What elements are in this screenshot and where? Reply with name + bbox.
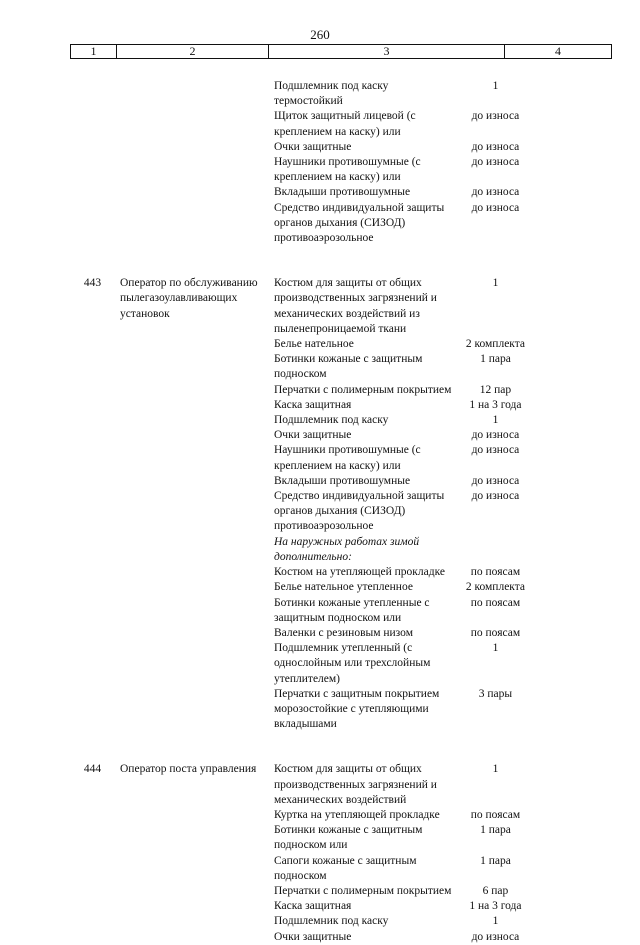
- list-item: [269, 155, 539, 185]
- ppe-item-name: Сапоги кожаные с защитным подноском: [274, 854, 417, 882]
- ppe-item-name: Ботинки кожаные утепленные с защитным подноском или: [274, 596, 430, 624]
- ppe-item-norm: 3 пары: [478, 687, 513, 700]
- norms-table-body: [0, 79, 640, 945]
- ppe-item-name: Перчатки с полимерным покрытием: [274, 383, 452, 396]
- ppe-item-name: Каска защитная: [274, 900, 352, 913]
- list-item: [269, 383, 539, 398]
- ppe-item-norm: 1: [492, 414, 499, 427]
- list-item: [269, 565, 539, 580]
- ppe-item-name: Наушники противошумные (с креплением на каску) или: [274, 444, 421, 472]
- ppe-item-name: Перчатки с защитным покрытием морозостойкие с утепляющими вкладышами: [274, 687, 440, 731]
- list-item: [269, 899, 539, 914]
- ppe-item-norm: 1 пара: [480, 824, 511, 837]
- list-item: [269, 109, 539, 139]
- list-item: [269, 337, 539, 352]
- ppe-item-norm: 2 комплекта: [465, 581, 525, 594]
- ppe-item-norm: до износа: [471, 140, 520, 153]
- list-item: [269, 687, 539, 733]
- ppe-item-name: Очки защитные: [274, 429, 352, 442]
- ppe-item-norm: по поясам: [470, 808, 521, 821]
- list-item: [269, 808, 539, 823]
- table-header-row: [70, 44, 612, 59]
- list-item: [269, 914, 539, 929]
- ppe-item-name: Белье нательное: [274, 338, 354, 351]
- list-item: [269, 413, 539, 428]
- list-item: [269, 79, 539, 109]
- list-item: [269, 443, 539, 473]
- ppe-item-name: Куртка на утепляющей прокладке: [274, 808, 440, 821]
- ppe-item-norm: 1: [492, 763, 499, 776]
- ppe-item-norm: до износа: [471, 490, 520, 503]
- list-item: [269, 276, 539, 337]
- entry-gap: [0, 747, 640, 762]
- profession-name: Оператор по обслуживанию пылегазоулавливающих установок: [120, 277, 258, 320]
- ppe-item-name: Белье нательное утепленное: [274, 581, 413, 594]
- ppe-item-name: Средство индивидуальной защиты органов дыхания (СИЗОД) противоаэрозольное: [274, 490, 445, 533]
- list-item: [269, 201, 539, 247]
- ppe-item-norm: 1: [492, 80, 499, 92]
- list-item: [269, 641, 539, 687]
- section-note: На наружных работах зимой дополнительно:: [274, 535, 420, 563]
- ppe-item-norm: до износа: [471, 474, 520, 487]
- list-item: [269, 823, 539, 853]
- ppe-item-norm: 1 пара: [480, 854, 511, 867]
- ppe-item-name: Подшлемник под каску: [274, 915, 389, 928]
- list-item: [269, 596, 539, 626]
- ppe-item-norm: 1 на 3 года: [469, 398, 522, 411]
- list-item: [269, 140, 539, 155]
- profession-name: Оператор поста управления: [120, 763, 257, 776]
- list-item: [269, 185, 539, 200]
- ppe-item-name: Ботинки кожаные с защитным подноском: [274, 353, 423, 381]
- ppe-item-name: Средство индивидуальной защиты органов дыхания (СИЗОД) противоаэрозольное: [274, 201, 445, 245]
- list-item: [269, 930, 539, 945]
- ppe-item-norm: 1 пара: [480, 353, 511, 366]
- table-row: [0, 276, 640, 732]
- ppe-item-norm: до износа: [471, 930, 520, 943]
- header-col-2: 2: [117, 45, 269, 58]
- ppe-item-name: Перчатки с полимерным покрытием: [274, 884, 452, 897]
- ppe-item-name: Валенки с резиновым низом: [274, 626, 413, 639]
- ppe-item-name: Костюм для защиты от общих производственных загрязнений и механических воздействий из пыленепроницаемой ткани: [274, 277, 437, 335]
- entry-gap: [0, 261, 640, 276]
- ppe-item-list: [269, 79, 539, 246]
- entry-gap: [0, 732, 640, 747]
- ppe-item-name: Подшлемник утепленный (с однослойным или трехслойным утеплителем): [274, 642, 431, 685]
- ppe-item-name: Костюм для защиты от общих производственных загрязнений и механических воздействий: [274, 763, 437, 806]
- entry-gap: [0, 246, 640, 261]
- ppe-item-name: Щиток защитный лицевой (с креплением на каску) или: [274, 110, 416, 138]
- list-item: [269, 489, 539, 535]
- ppe-item-norm: 1: [492, 915, 499, 928]
- ppe-item-norm: до износа: [471, 444, 520, 457]
- list-item: [269, 884, 539, 899]
- ppe-item-name: Очки защитные: [274, 140, 352, 153]
- list-item: [269, 428, 539, 443]
- ppe-item-norm: до износа: [471, 110, 520, 123]
- entry-number: 443: [83, 277, 102, 290]
- ppe-item-norm: до износа: [471, 201, 520, 214]
- ppe-item-norm: 1 на 3 года: [469, 900, 522, 913]
- ppe-item-name: Вкладыши противошумные: [274, 474, 411, 487]
- list-item: [269, 626, 539, 641]
- header-col-3: 3: [269, 45, 505, 58]
- table-row: [0, 762, 640, 944]
- ppe-item-name: Костюм на утепляющей прокладке: [274, 566, 445, 579]
- ppe-item-name: Наушники противошумные (с креплением на каску) или: [274, 156, 421, 184]
- ppe-item-norm: 12 пар: [479, 383, 512, 396]
- ppe-item-name: Вкладыши противошумные: [274, 186, 411, 199]
- ppe-item-name: Подшлемник под каску: [274, 414, 389, 427]
- entry-number: 444: [83, 763, 102, 776]
- list-item: [269, 352, 539, 382]
- ppe-item-name: Подшлемник под каску термостойкий: [274, 80, 389, 108]
- ppe-item-norm: 1: [492, 642, 499, 655]
- list-item: [269, 474, 539, 489]
- page-number: 260: [310, 27, 330, 42]
- ppe-item-name: Очки защитные: [274, 930, 352, 943]
- list-item: [269, 580, 539, 595]
- table-row: [0, 79, 640, 246]
- ppe-item-norm: по поясам: [470, 596, 521, 609]
- header-col-4: 4: [555, 44, 561, 58]
- ppe-item-list: [269, 762, 539, 944]
- ppe-item-norm: до износа: [471, 156, 520, 169]
- list-item: [269, 854, 539, 884]
- profession-name: [115, 79, 269, 246]
- ppe-item-norm: до износа: [471, 429, 520, 442]
- list-item: [269, 398, 539, 413]
- ppe-item-norm: 1: [492, 277, 499, 290]
- ppe-item-norm: до износа: [471, 186, 520, 199]
- ppe-item-name: Каска защитная: [274, 398, 352, 411]
- list-item: [269, 535, 539, 565]
- ppe-item-norm: по поясам: [470, 626, 521, 639]
- ppe-item-list: [269, 276, 539, 732]
- ppe-item-norm: 2 комплекта: [465, 338, 525, 351]
- entry-number: [70, 79, 115, 246]
- ppe-item-norm: по поясам: [470, 566, 521, 579]
- ppe-item-norm: 6 пар: [482, 884, 509, 897]
- ppe-item-name: Ботинки кожаные с защитным подноском или: [274, 824, 423, 852]
- list-item: [269, 762, 539, 808]
- header-col-1: 1: [71, 45, 117, 58]
